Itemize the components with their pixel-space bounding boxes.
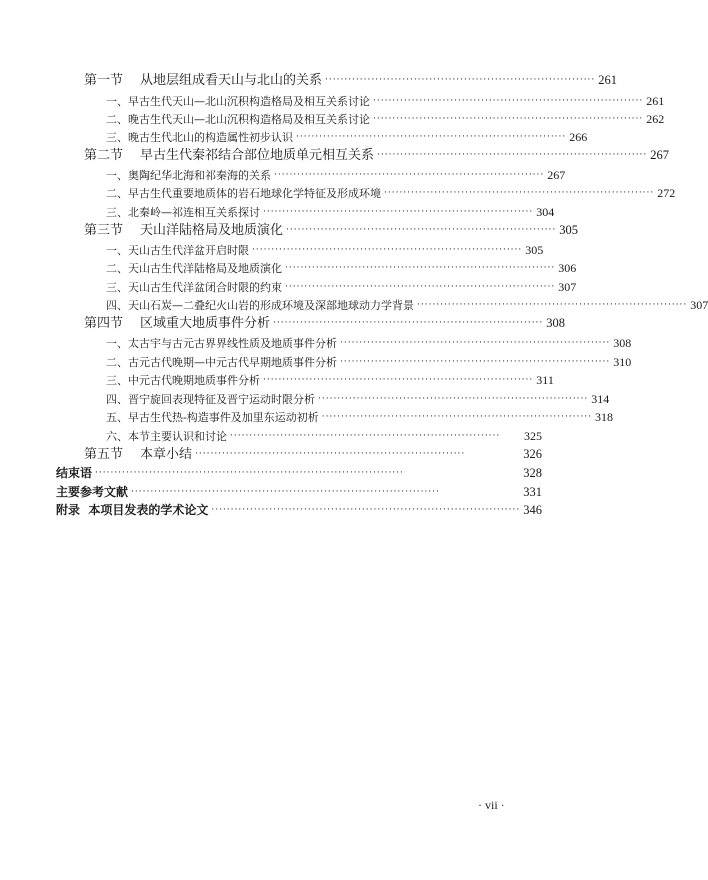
page-number: 331 bbox=[523, 485, 542, 499]
toc-subsection[interactable] bbox=[106, 370, 554, 388]
page-number: 304 bbox=[536, 205, 555, 219]
subsection-title: 六、本节主要认识和讨论 bbox=[106, 430, 227, 443]
dot-leader: ······································································ bbox=[285, 263, 556, 273]
toc-subsection[interactable] bbox=[106, 183, 676, 201]
toc-entry-conclusion[interactable] bbox=[56, 463, 542, 481]
dot-leader: ······································································ bbox=[285, 282, 556, 292]
page-number: 306 bbox=[558, 261, 577, 275]
toc-subsection[interactable] bbox=[106, 91, 665, 109]
dot-leader: ······································································ bbox=[286, 225, 557, 235]
toc-section-2[interactable] bbox=[84, 145, 670, 163]
page-number: 272 bbox=[657, 186, 676, 200]
section-label: 第一节 bbox=[84, 73, 124, 88]
toc-subsection[interactable] bbox=[106, 109, 665, 127]
dot-leader: ······································································ bbox=[296, 132, 567, 142]
toc-section-4[interactable] bbox=[84, 313, 566, 331]
page-number: 310 bbox=[613, 355, 632, 369]
subsection-title: 三、中元古代晚期地质事件分析 bbox=[106, 374, 260, 387]
subsection-title: 一、天山古生代洋盆开启时限 bbox=[106, 244, 249, 257]
dot-leader: ······································································ bbox=[263, 375, 534, 385]
page-number: 267 bbox=[650, 148, 670, 162]
dot-leader: ······································································ bbox=[373, 114, 644, 124]
page-number: 262 bbox=[646, 112, 665, 126]
page-number: 307 bbox=[690, 298, 708, 312]
page-folio: · vii · bbox=[478, 798, 505, 812]
page-number: 318 bbox=[594, 410, 613, 424]
page-number: 261 bbox=[646, 94, 665, 108]
page-number: 326 bbox=[523, 447, 542, 461]
toc-subsection[interactable] bbox=[106, 426, 542, 444]
dot-leader: ······································································ bbox=[230, 431, 501, 441]
toc-subsection[interactable] bbox=[106, 277, 577, 295]
dot-leader: ······································································ bbox=[325, 75, 596, 85]
section-title: 天山洋陆格局及地质演化 bbox=[140, 223, 284, 238]
toc-subsection[interactable] bbox=[106, 407, 613, 425]
dot-leader: ················································································ bbox=[211, 505, 521, 515]
dot-leader: ················································································ bbox=[131, 487, 440, 497]
toc-entry-references[interactable] bbox=[56, 482, 542, 500]
dot-leader: ······································································ bbox=[263, 207, 534, 217]
subsection-title: 三、晚古生代北山的构造属性初步认识 bbox=[106, 131, 293, 144]
dot-leader: ······································································ bbox=[274, 170, 545, 180]
page-number: 308 bbox=[613, 336, 632, 350]
section-title: 区域重大地质事件分析 bbox=[140, 316, 271, 331]
toc-section-3[interactable] bbox=[84, 220, 579, 238]
dot-leader: ······································································ bbox=[318, 394, 589, 404]
dot-leader: ······································································ bbox=[384, 188, 655, 198]
toc-subsection[interactable] bbox=[106, 165, 566, 183]
toc-section-5[interactable] bbox=[84, 444, 542, 462]
section-title: 从地层组成看天山与北山的关系 bbox=[140, 73, 323, 88]
dot-leader: ······································································ bbox=[195, 449, 466, 459]
toc-subsection[interactable] bbox=[106, 127, 588, 145]
page-number: 267 bbox=[547, 168, 566, 182]
dot-leader: ······································································ bbox=[340, 357, 611, 367]
toc-subsection[interactable] bbox=[106, 352, 632, 370]
entry-title: 附录 本项目发表的学术论文 bbox=[56, 503, 209, 517]
subsection-title: 四、天山石炭—二叠纪火山岩的形成环境及深部地球动力学背景 bbox=[106, 299, 414, 312]
subsection-title: 二、晚古生代天山—北山沉积构造格局及相互关系讨论 bbox=[106, 113, 370, 126]
entry-title: 结束语 bbox=[56, 466, 93, 480]
dot-leader: ······································································ bbox=[377, 150, 648, 160]
subsection-title: 二、古元古代晚期—中元古代早期地质事件分析 bbox=[106, 356, 337, 369]
page-number: 261 bbox=[598, 73, 618, 87]
subsection-title: 四、晋宁旋回表现特征及晋宁运动时限分析 bbox=[106, 393, 315, 406]
dot-leader: ······································································ bbox=[417, 300, 688, 310]
page-number: 328 bbox=[523, 466, 542, 480]
dot-leader: ······································································ bbox=[252, 245, 523, 255]
section-label: 第二节 bbox=[84, 148, 124, 163]
dot-leader: ················································································ bbox=[95, 468, 404, 478]
section-title: 本章小结 bbox=[140, 447, 193, 462]
toc-entry-appendix[interactable] bbox=[56, 500, 542, 518]
section-label: 第三节 bbox=[84, 223, 124, 238]
toc-section-1[interactable] bbox=[84, 70, 618, 88]
toc-subsection[interactable] bbox=[106, 202, 555, 220]
toc-subsection[interactable] bbox=[106, 258, 577, 276]
toc-subsection[interactable] bbox=[106, 333, 632, 351]
dot-leader: ······································································ bbox=[321, 412, 592, 422]
section-label: 第四节 bbox=[84, 316, 124, 331]
subsection-title: 五、早古生代热-构造事件及加里东运动初析 bbox=[106, 411, 319, 424]
page-number: 266 bbox=[569, 130, 588, 144]
dot-leader: ······································································ bbox=[373, 96, 644, 106]
entry-title: 主要参考文献 bbox=[56, 485, 129, 499]
page-number: 346 bbox=[523, 503, 542, 517]
section-label: 第五节 bbox=[84, 447, 124, 462]
page-number: 308 bbox=[546, 316, 566, 330]
subsection-title: 三、北秦岭—祁连相互关系探讨 bbox=[106, 206, 260, 219]
page-number: 314 bbox=[591, 392, 610, 406]
toc-subsection[interactable] bbox=[106, 389, 610, 407]
subsection-title: 一、早古生代天山—北山沉积构造格局及相互关系讨论 bbox=[106, 95, 370, 108]
subsection-title: 二、天山古生代洋陆格局及地质演化 bbox=[106, 262, 282, 275]
subsection-title: 三、天山古生代洋盆闭合时限的约束 bbox=[106, 281, 282, 294]
toc-subsection[interactable] bbox=[106, 295, 708, 313]
dot-leader: ······································································ bbox=[340, 338, 611, 348]
page-number: 325 bbox=[524, 429, 542, 443]
page-number: 307 bbox=[558, 280, 577, 294]
toc-subsection[interactable] bbox=[106, 240, 542, 258]
section-title: 早古生代秦祁结合部位地质单元相互关系 bbox=[140, 148, 375, 163]
subsection-title: 一、太古宇与古元古界界线性质及地质事件分析 bbox=[106, 337, 337, 350]
page-number: 311 bbox=[536, 373, 554, 387]
page-number: 305 bbox=[525, 243, 544, 257]
dot-leader: ······································································ bbox=[273, 318, 544, 328]
subsection-title: 一、奥陶纪华北海和祁秦海的关系 bbox=[106, 169, 271, 182]
page-number: 305 bbox=[559, 223, 579, 237]
subsection-title: 二、早古生代重要地质体的岩石地球化学特征及形成环境 bbox=[106, 187, 381, 200]
